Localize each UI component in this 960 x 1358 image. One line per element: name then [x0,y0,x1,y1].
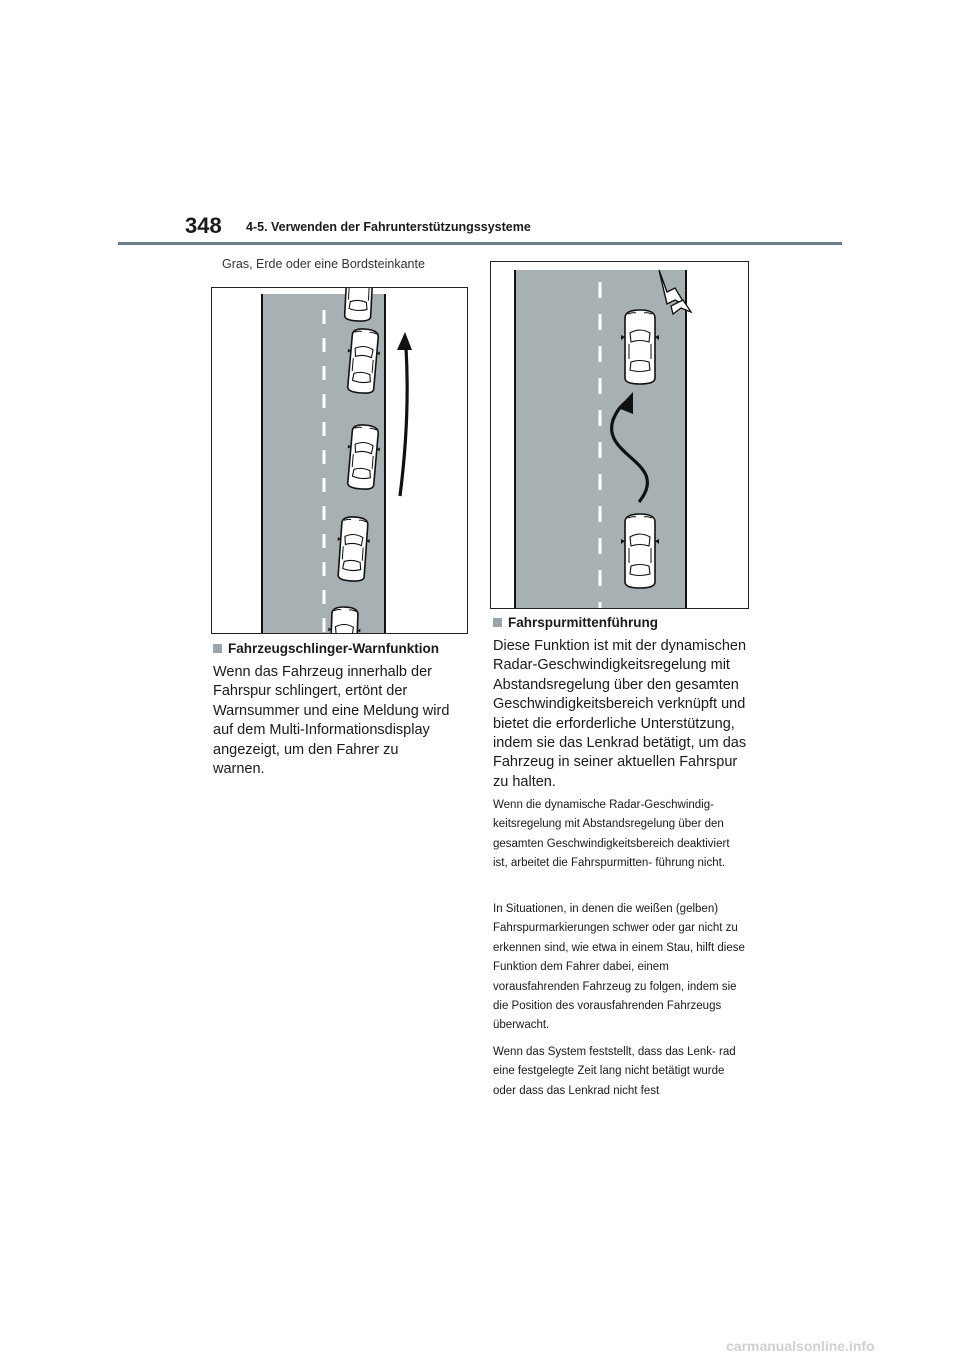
note-paragraph: In Situationen, in denen die weißen (gelben) Fahrspurmarkierungen schwer oder gar nicht zu erkennen sind, wie etwa in einem Stau, hilft diese Funktion dem Fahrer dabei, einem vorausfahrenden Fahrzeug zu folgen, indem sie die Position des vorausfahrenden Fahrzeugs überwacht. [493,903,745,1032]
lane-centering-paragraph: Diese Funktion ist mit der dynamischen Radar-Geschwindigkeitsregelung mit Abstandsregelung über den gesamten Geschwindigkeitsbereich verknüpft und bietet die erforderliche Unterstützung, indem sie das Lenkrad betätigt, um das Fahrzeug in seiner aktuellen Fahrspur zu halten. [493,638,747,790]
note-paragraph: Wenn die dynamische Radar-Geschwindig- keitsregelung mit Abstandsregelung über den gesamten Geschwindigkeitsbereich deaktiviert ist, arbeitet die Fahrspurmitten- führung nicht. [493,799,730,870]
lane-centering-figure [490,261,749,609]
curved-arrow-icon [400,348,407,496]
bullet-square-icon [213,644,222,653]
section-title: 4-5. Verwenden der Fahrunterstützungssysteme [246,220,531,234]
header-rule [118,242,842,245]
arrow-head-icon [397,332,412,350]
car-icon [621,310,659,384]
lane-centering-heading: Fahrspurmittenführung [493,615,658,630]
car-icon [327,606,361,633]
bullet-square-icon [493,618,502,627]
page-number: 348 [185,213,222,238]
car-icon [341,288,376,322]
sway-warning-paragraph: Wenn das Fahrzeug innerhalb der Fahrspur schlingert, ertönt der Warnsummer und eine Meldung wird auf dem Multi-Informationsdisplay angezeigt, um den Fahrer zu warnen. [213,664,450,778]
watermark: carmanualsonline.info [726,1338,875,1354]
figure-caption: Gras, Erde oder eine Bordsteinkante [222,257,425,271]
sway-warning-heading: Fahrzeugschlinger-Warnfunktion [213,641,439,656]
note-paragraph: Wenn das System feststellt, dass das Lenk- rad eine festgelegte Zeit lang nicht betätigt wurde oder dass das Lenkrad nicht fest [493,1046,736,1097]
car-icon [621,514,659,588]
lane-sway-figure [211,287,468,634]
